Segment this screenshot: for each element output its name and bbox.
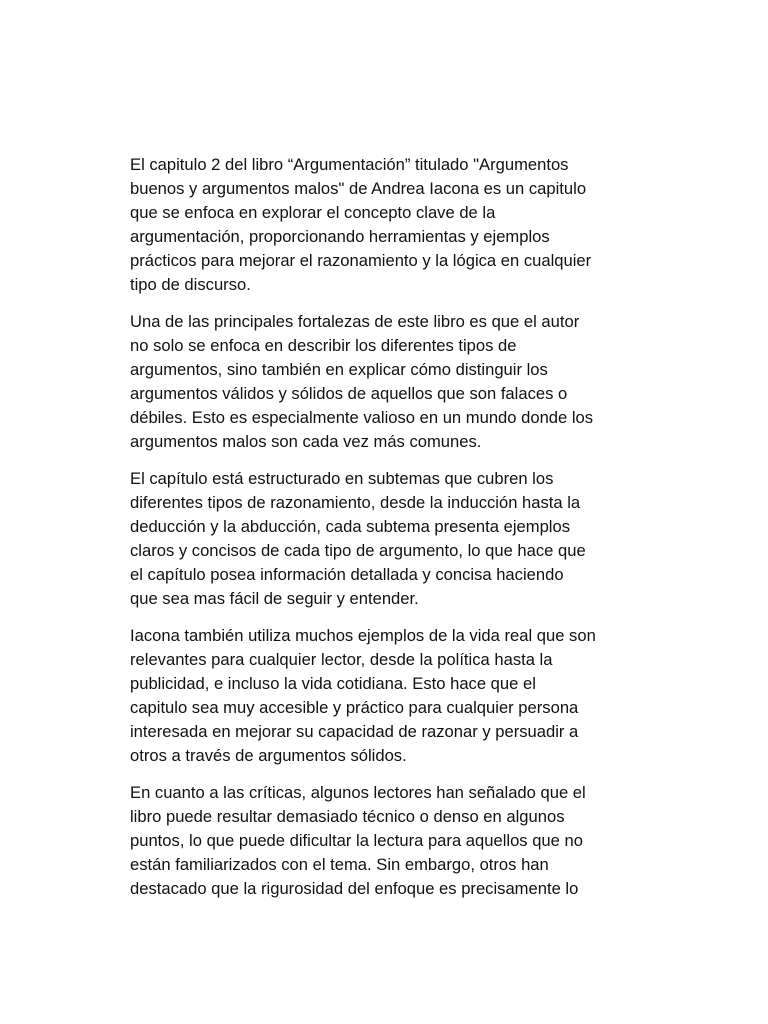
paragraph-5 — [130, 781, 645, 901]
paragraph-line: otros a través de argumentos sólidos. — [130, 746, 407, 765]
paragraph-2 — [130, 310, 645, 454]
paragraph-line: puntos, lo que puede dificultar la lectura para aquellos que no — [130, 831, 583, 850]
paragraph-line: libro puede resultar demasiado técnico o denso en algunos — [130, 807, 565, 826]
paragraph-line: que sea mas fácil de seguir y entender. — [130, 589, 419, 608]
paragraph-line: no solo se enfoca en describir los diferentes tipos de — [130, 336, 517, 355]
paragraph-line: que se enfoca en explorar el concepto clave de la — [130, 203, 496, 222]
paragraph-line: argumentos malos son cada vez más comunes. — [130, 432, 482, 451]
paragraph-line: deducción y la abducción, cada subtema presenta ejemplos — [130, 517, 571, 536]
paragraph-line: publicidad, e incluso la vida cotidiana. Esto hace que el — [130, 674, 536, 693]
paragraph-line: argumentos válidos y sólidos de aquellos que son falaces o — [130, 384, 568, 403]
paragraph-line: Iacona también utiliza muchos ejemplos de la vida real que son — [130, 626, 596, 645]
paragraph-3 — [130, 467, 645, 611]
paragraph-line: relevantes para cualquier lector, desde la política hasta la — [130, 650, 553, 669]
paragraph-line: están familiarizados con el tema. Sin embargo, otros han — [130, 855, 549, 874]
paragraph-line: buenos y argumentos malos" de Andrea Iacona es un capitulo — [130, 179, 587, 198]
paragraph-line: el capítulo posea información detallada y concisa haciendo — [130, 565, 564, 584]
paragraph-line: interesada en mejorar su capacidad de razonar y persuadir a — [130, 722, 579, 741]
paragraph-line: argumentos, sino también en explicar cómo distinguir los — [130, 360, 548, 379]
paragraph-line: capitulo sea muy accesible y práctico para cualquier persona — [130, 698, 579, 717]
paragraph-line: diferentes tipos de razonamiento, desde la inducción hasta la — [130, 493, 581, 512]
paragraph-4 — [130, 624, 645, 768]
paragraph-line: tipo de discurso. — [130, 275, 251, 294]
document-body — [130, 153, 645, 914]
paragraph-line: El capítulo está estructurado en subtemas que cubren los — [130, 469, 554, 488]
paragraph-line: débiles. Esto es especialmente valioso en un mundo donde los — [130, 408, 594, 427]
paragraph-line: prácticos para mejorar el razonamiento y la lógica en cualquier — [130, 251, 592, 270]
paragraph-line: destacado que la rigurosidad del enfoque es precisamente lo — [130, 879, 579, 898]
paragraph-line: En cuanto a las críticas, algunos lectores han señalado que el — [130, 783, 586, 802]
paragraph-1 — [130, 153, 645, 297]
paragraph-line: claros y concisos de cada tipo de argumento, lo que hace que — [130, 541, 586, 560]
paragraph-line: Una de las principales fortalezas de este libro es que el autor — [130, 312, 580, 331]
paragraph-line: argumentación, proporcionando herramientas y ejemplos — [130, 227, 550, 246]
paragraph-line: El capitulo 2 del libro “Argumentación” titulado "Argumentos — [130, 155, 569, 174]
